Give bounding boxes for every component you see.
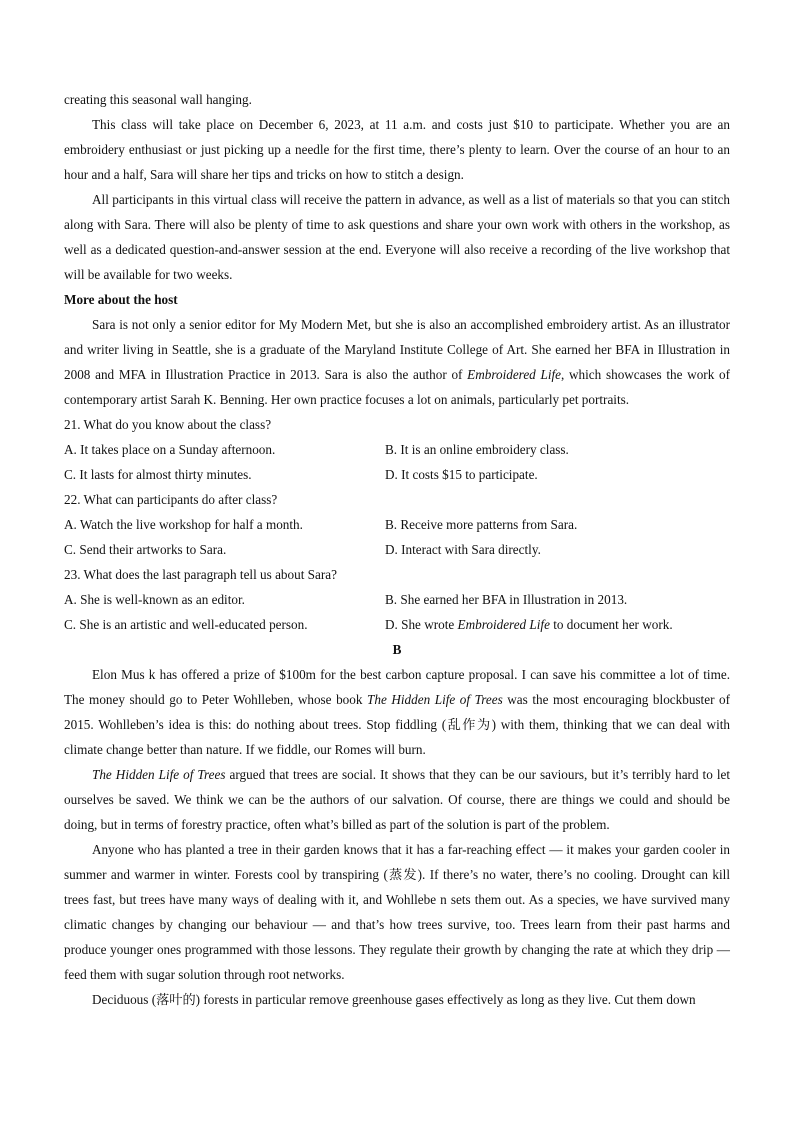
paragraph-b1 — [64, 662, 730, 762]
option-a: A. It takes place on a Sunday afternoon. — [64, 442, 276, 457]
section-letter-b: B — [392, 642, 402, 657]
option-a: A. Watch the live workshop for half a month. — [64, 517, 303, 532]
book-title: Embroidered Life — [457, 617, 550, 632]
section-heading-host: More about the host — [64, 292, 178, 307]
question-23-options-row2 — [64, 612, 730, 637]
option-d: D. Interact with Sara directly. — [385, 542, 541, 557]
paragraph-b2 — [64, 762, 730, 837]
question-23-options-row1 — [64, 587, 730, 612]
book-title: The Hidden Life of Trees — [92, 767, 226, 782]
question-21-options-row1 — [64, 437, 730, 462]
question-22-options-row1 — [64, 512, 730, 537]
host-text-2: , which showcases the work of contemporary artist Sarah K. Benning. Her own practice focuses a lot on animals, particularly pet portraits. — [64, 367, 730, 407]
question-23-stem: 23. What does the last paragraph tell us about Sara? — [64, 567, 337, 582]
option-d-text-1: D. She wrote — [385, 617, 458, 632]
question-22-options-row2 — [64, 537, 730, 562]
option-b: B. Receive more patterns from Sara. — [385, 517, 578, 532]
question-21-stem: 21. What do you know about the class? — [64, 417, 272, 432]
book-title: Embroidered Life — [467, 367, 561, 382]
option-b: B. It is an online embroidery class. — [385, 442, 569, 457]
option-a: A. She is well-known as an editor. — [64, 592, 245, 607]
b2-text: argued that trees are social. It shows that they can be our saviours, but it’s terribly hard to let ourselves be saved. We think we can be the authors of our salvation. Of course, there are things we could and should be doing, but in terms of forestry practice, often what’s billed as part of the solution is part of the problem. — [64, 767, 731, 832]
book-title: The Hidden Life of Trees — [367, 692, 503, 707]
paragraph-b4: Deciduous (落叶的) forests in particular remove greenhouse gases effectively as long as they live. Cut them down — [92, 992, 696, 1007]
paragraph-b3: Anyone who has planted a tree in their garden knows that it has a far-reaching effect — it makes your garden cooler in summer and warmer in winter. Forests cool by transpiring (蒸发). If there’s no water, there’s no cooling. Drought can kill trees fast, but trees have many ways of dealing with it, and Wohllebe n sets them out. As a species, we have survived many climatic changes by changing our behaviour — and that’s how trees survive, too. Trees learn from their past harms and produce younger ones programmed with those lessons. They regulate their growth by changing the rate at which they drip — feed them with sugar solution through root networks. — [64, 842, 730, 982]
b1-text-1: Elon Mus k has offered a prize of $100m for the best carbon capture proposal. I can save his committee a lot of time. The money should go to Peter Wohlleben, whose book — [64, 667, 730, 707]
question-21-options-row2 — [64, 462, 730, 487]
option-d — [385, 612, 673, 637]
option-c: C. She is an artistic and well-educated person. — [64, 617, 308, 632]
paragraph-participants: All participants in this virtual class will receive the pattern in advance, as well as a list of materials so that you can stitch along with Sara. There will also be plenty of time to ask questions and share your own work with others in the workshop, as well as a dedicated question-and-answer session at the end. Everyone will also receive a recording of the live workshop that will be available for two weeks. — [64, 192, 730, 282]
paragraph-continuation: creating this seasonal wall hanging. — [64, 92, 252, 107]
b1-text-2: was the most encouraging blockbuster of 2015. Wohlleben’s idea is this: do nothing about trees. Stop fiddling (乱作为) with them, thinking that we can deal with climate change better than nature. If we fiddle, our Romes will burn. — [64, 692, 730, 757]
option-d-text-2: to document her work. — [549, 617, 673, 632]
option-b: B. She earned her BFA in Illustration in 2013. — [385, 592, 628, 607]
host-text-1: Sara is not only a senior editor for My Modern Met, but she is also an accomplished embroidery artist. As an illustrator and writer living in Seattle, she is a graduate of the Maryland Institute College of Art. She earned her BFA in Illustration in 2008 and MFA in Illustration Practice in 2013. Sara is also the author of — [64, 317, 730, 382]
document-page — [64, 87, 730, 1012]
option-d: D. It costs $15 to participate. — [385, 467, 538, 482]
paragraph-class-details: This class will take place on December 6, 2023, at 11 a.m. and costs just $10 to participate. Whether you are an embroidery enthusiast or just picking up a needle for the first time, there’s plenty to learn. Over the course of an hour to an hour and a half, Sara will share her tips and tricks on how to stitch a design. — [64, 117, 730, 182]
paragraph-host — [64, 312, 730, 412]
option-c: C. It lasts for almost thirty minutes. — [64, 467, 252, 482]
option-c: C. Send their artworks to Sara. — [64, 542, 227, 557]
question-22-stem: 22. What can participants do after class? — [64, 492, 278, 507]
